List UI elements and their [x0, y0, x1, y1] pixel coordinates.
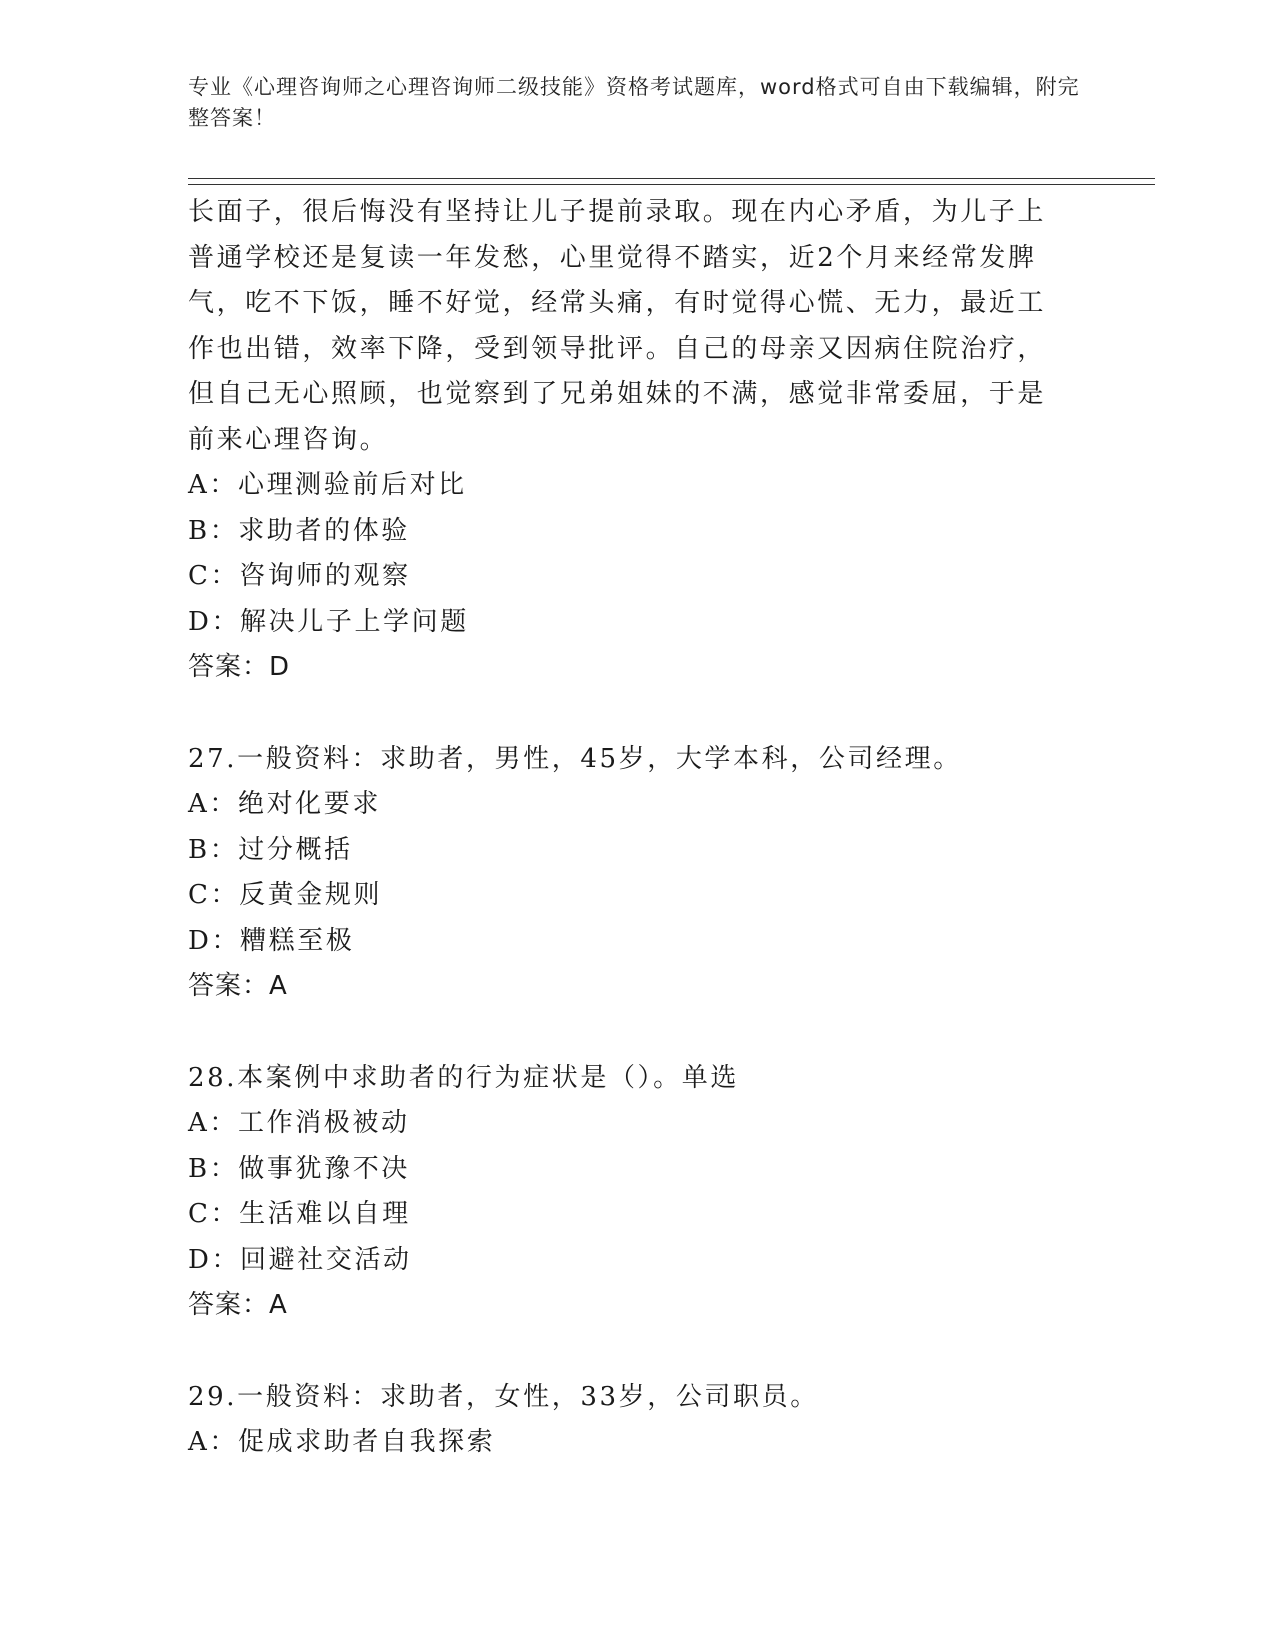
document-body: [188, 190, 1068, 1466]
question-continuation: [188, 190, 1068, 691]
option-b: B：过分概括: [188, 834, 353, 865]
option-d: D：解决儿子上学问题: [188, 606, 469, 637]
option-b: B：做事犹豫不决: [188, 1153, 410, 1184]
question-28: [188, 1056, 1068, 1329]
answer-label: 答案：A: [188, 971, 288, 1001]
answer-label: 答案：D: [188, 652, 291, 682]
question-27: [188, 737, 1068, 1010]
header-divider: [188, 178, 1155, 185]
option-a: A：工作消极被动: [188, 1108, 410, 1138]
case-passage: 长面子，很后悔没有坚持让儿子提前录取。现在内心矛盾，为儿子上普通学校还是复读一年发愁，心里觉得不踏实，近2个月来经常发脾气，吃不下饭，睡不好觉，经常头痛，有时觉得心慌、无力，最近工作也出错，效率下降，受到领导批评。自己的母亲又因病住院治疗，但自己无心照顾，也觉察到了兄弟姐妹的不满，感觉非常委屈，于是前来心理咨询。: [188, 197, 1047, 455]
option-d: D：糟糕至极: [188, 925, 355, 956]
question-title: 27.一般资料：求助者，男性，45岁，大学本科，公司经理。: [188, 743, 962, 774]
option-a: A：绝对化要求: [188, 789, 381, 819]
answer-label: 答案：A: [188, 1290, 288, 1320]
option-c: C：反黄金规则: [188, 880, 383, 910]
option-a: A：心理测验前后对比: [188, 470, 467, 500]
page-header: 专业《心理咨询师之心理咨询师二级技能》资格考试题库，word格式可自由下载编辑，附完整答案！: [188, 75, 1080, 130]
option-d: D：回避社交活动: [188, 1244, 412, 1275]
question-title: 29.一般资料：求助者，女性，33岁，公司职员。: [188, 1381, 819, 1412]
question-29: [188, 1375, 1068, 1466]
question-title: 28.本案例中求助者的行为症状是（）。单选: [188, 1062, 739, 1093]
option-b: B：求助者的体验: [188, 515, 410, 546]
option-c: C：咨询师的观察: [188, 561, 411, 591]
option-a: A：促成求助者自我探索: [188, 1427, 496, 1457]
option-c: C：生活难以自理: [188, 1199, 411, 1229]
